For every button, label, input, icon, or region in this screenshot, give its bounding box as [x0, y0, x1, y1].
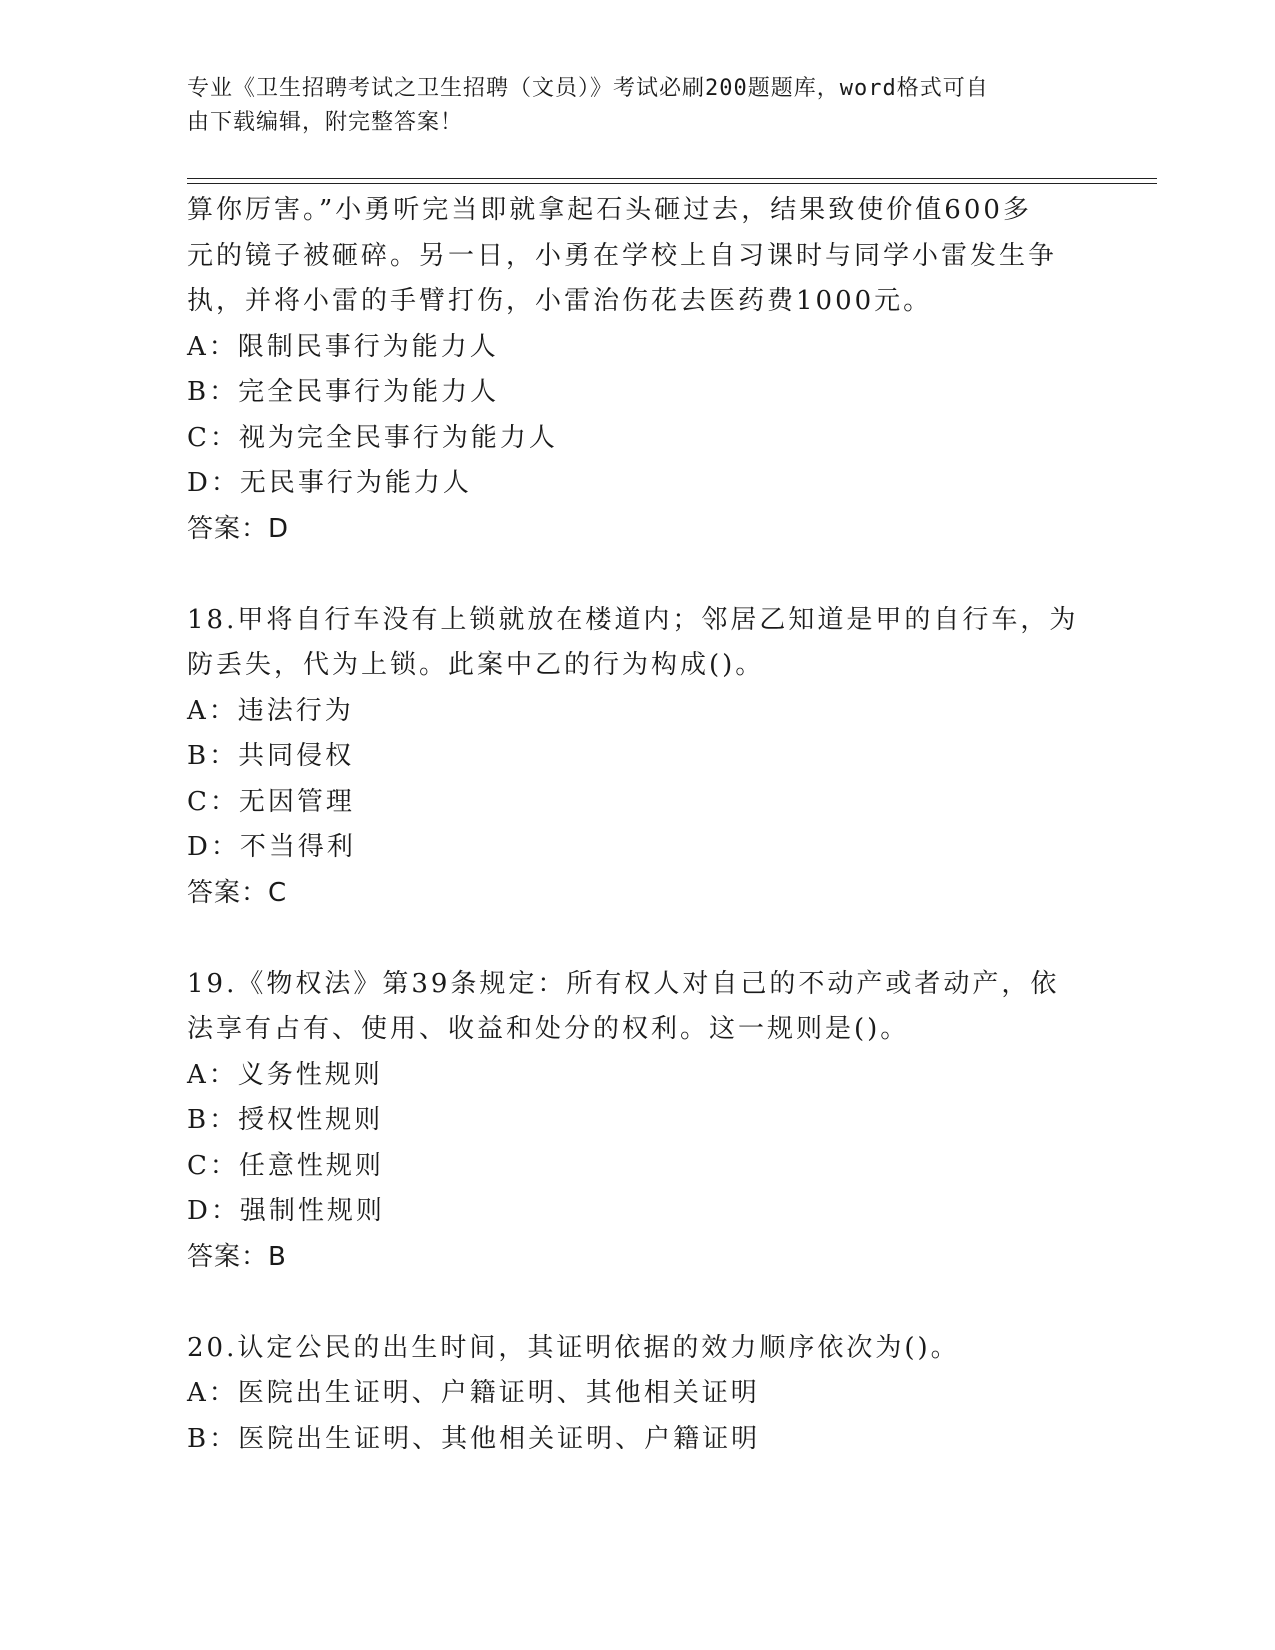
question-text-line: 执，并将小雷的手臂打伤，小雷治伤花去医药费1000元。	[187, 286, 933, 316]
option-b: B：授权性规则	[187, 1105, 384, 1135]
option-c: C：视为完全民事行为能力人	[187, 422, 558, 453]
answer-line: 答案：C	[187, 877, 288, 908]
document-body	[187, 188, 1087, 1462]
option-d: D：无民事行为能力人	[187, 468, 472, 498]
option-a: A：医院出生证明、户籍证明、其他相关证明	[187, 1378, 760, 1408]
question-text-line: 19.《物权法》第39条规定：所有权人对自己的不动产或者动产，依	[187, 968, 1060, 999]
question-text-line: 防丢失，代为上锁。此案中乙的行为构成()。	[187, 650, 765, 680]
spacer	[187, 916, 1087, 962]
option-a: A：违法行为	[187, 695, 354, 726]
question-text-line: 算你厉害。”小勇听完当即就拿起石头砸过去，结果致使价值600多	[187, 195, 1032, 225]
option-b: B：共同侵权	[187, 741, 355, 771]
header-divider-top	[187, 178, 1157, 179]
option-d: D：强制性规则	[187, 1196, 385, 1226]
question-text-line: 20.认定公民的出生时间，其证明依据的效力顺序依次为()。	[187, 1332, 960, 1363]
option-b: B：完全民事行为能力人	[187, 377, 500, 407]
question-block-20	[187, 1326, 1087, 1463]
option-c: C：任意性规则	[187, 1150, 384, 1181]
header-divider-bottom	[187, 183, 1157, 184]
option-d: D：不当得利	[187, 832, 356, 862]
question-text-line: 元的镜子被砸碎。另一日，小勇在学校上自习课时与同学小雷发生争	[187, 240, 1058, 271]
spacer	[187, 552, 1087, 598]
header-line: 专业《卫生招聘考试之卫生招聘（文员）》考试必刷200题题库，word格式可自	[187, 76, 989, 101]
option-a: A：义务性规则	[187, 1059, 383, 1090]
question-text-line: 法享有占有、使用、收益和处分的权利。这一规则是()。	[187, 1014, 910, 1044]
spacer	[187, 1280, 1087, 1326]
answer-line: 答案：B	[187, 1241, 287, 1272]
option-b: B：医院出生证明、其他相关证明、户籍证明	[187, 1423, 761, 1454]
header-line: 由下载编辑，附完整答案！	[187, 110, 464, 135]
question-text-line: 18.甲将自行车没有上锁就放在楼道内；邻居乙知道是甲的自行车，为	[187, 604, 1079, 635]
answer-line: 答案：D	[187, 513, 290, 544]
document-header	[187, 72, 1067, 140]
option-a: A：限制民事行为能力人	[187, 331, 499, 362]
question-block-18	[187, 598, 1087, 917]
option-c: C：无因管理	[187, 786, 355, 817]
question-block-19	[187, 962, 1087, 1281]
question-block-continued	[187, 188, 1087, 552]
